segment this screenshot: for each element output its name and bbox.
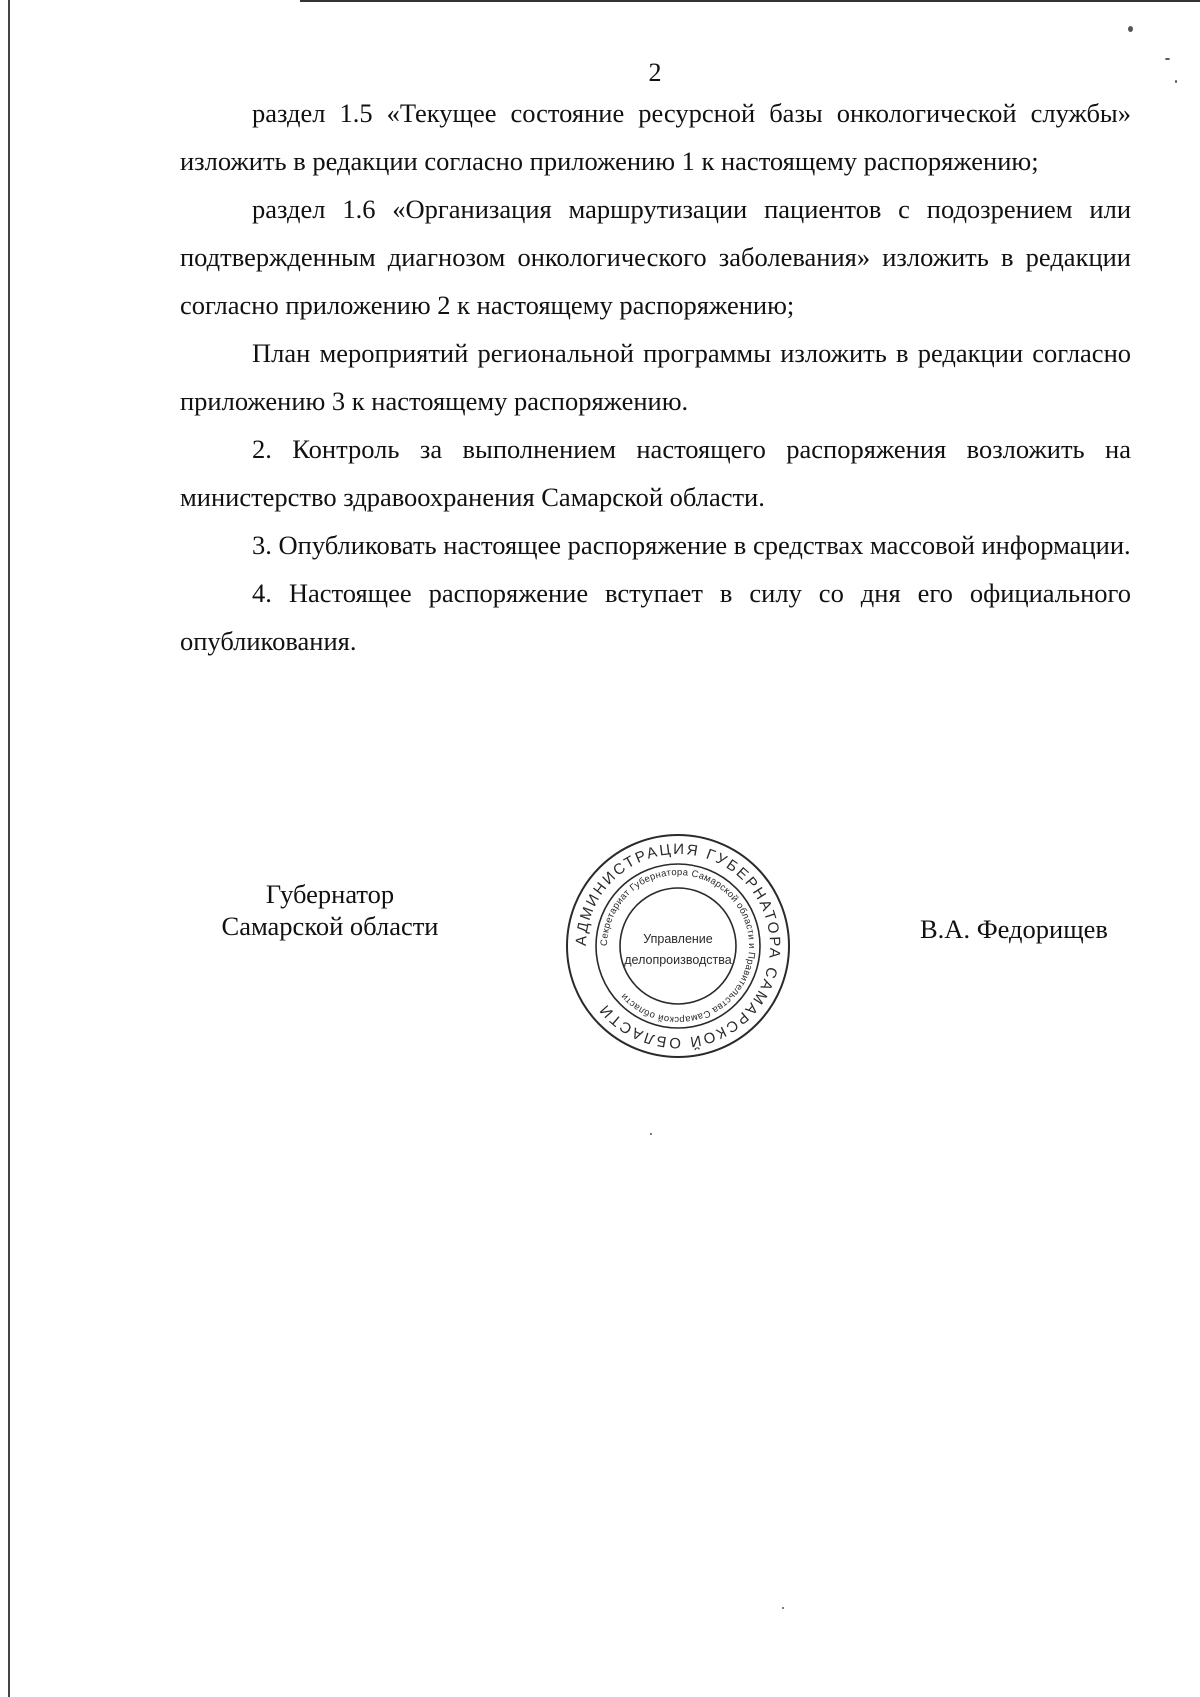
paragraph-item-2: 2. Контроль за выполнением настоящего распоряжения возложить на министерство здравоохранения Самарской области. xyxy=(180,434,1131,512)
document-body xyxy=(180,89,1131,665)
official-seal xyxy=(563,831,793,1061)
page-number: 2 xyxy=(648,58,662,87)
seal-center-line-1: Управление xyxy=(643,932,713,946)
seal-center-line-2: делопроизводства xyxy=(624,953,732,967)
seal-outer-text-path: АДМИНИСТРАЦИЯ ГУБЕРНАТОРА САМАРСКОЙ ОБЛАСТИ xyxy=(572,840,784,1052)
paragraph-item-3: 3. Опубликовать настоящее распоряжение в средствах массовой информации. xyxy=(252,530,1131,560)
scan-speck xyxy=(1128,26,1133,32)
scan-edge-top xyxy=(300,0,1200,2)
paragraph-action-plan: План мероприятий региональной программы изложить в редакции согласно приложению 3 к настоящему распоряжению. xyxy=(180,338,1131,416)
position-line-1: Губернатор xyxy=(265,879,395,909)
scan-speck xyxy=(782,1607,784,1609)
seal-middle-text-path: Секретариат Губернатора Самарской области и Правительства Самарской области xyxy=(598,866,758,1026)
signatory-name: В.А. Федорищев xyxy=(920,914,1108,944)
signatory-position xyxy=(190,878,470,942)
paragraph-item-4: 4. Настоящее распоряжение вступает в силу со дня его официального опубликования. xyxy=(180,578,1131,656)
paragraph-section-1-5: раздел 1.5 «Текущее состояние ресурсной базы онкологической службы» изложить в редакции согласно приложению 1 к настоящему распоряжению; xyxy=(180,98,1131,176)
scan-edge-left xyxy=(8,0,10,1697)
paragraph-section-1-6: раздел 1.6 «Организация маршрутизации пациентов с подозрением или подтвержденным диагнозом онкологического заболевания» изложить в редакции согласно приложению 2 к настоящему распоряжению; xyxy=(180,194,1131,320)
seal-inner-ring xyxy=(620,888,736,1004)
position-line-2: Самарской области xyxy=(221,911,439,941)
scan-speck xyxy=(650,1133,652,1135)
